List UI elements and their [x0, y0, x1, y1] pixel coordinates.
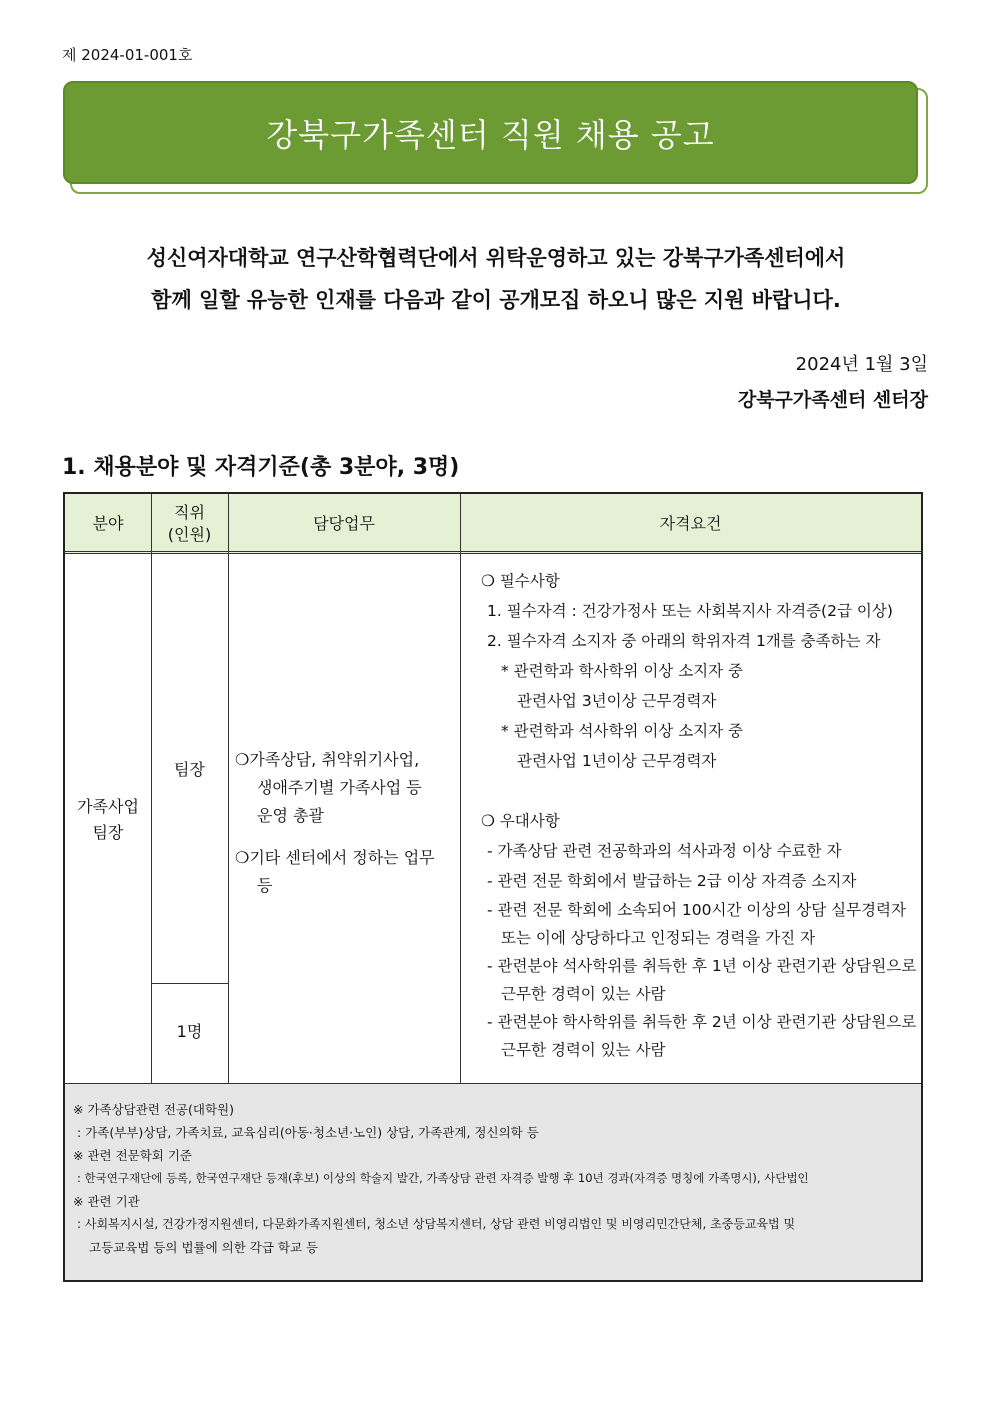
duty-item-1	[235, 746, 461, 830]
required-item-1: 1. 필수자격 : 건강가정사 또는 사회복지사 자격증(2급 이상)	[487, 602, 893, 620]
position-cell-divider	[151, 983, 228, 984]
preferred-item-4: - 관련분야 석사학위를 취득한 후 1년 이상 관련기관 상담원으로 근무한 경력이 있는 사람	[487, 957, 917, 1003]
column-divider	[228, 494, 229, 1083]
header-requirements	[460, 494, 921, 554]
required-item-2a: * 관련학과 학사학위 이상 소지자 중	[501, 662, 744, 680]
page-title: 강북구가족센터 직원 채용 공고	[266, 115, 715, 154]
header-field-label: 분야	[92, 514, 124, 533]
preferred-title: ❍ 우대사항	[481, 812, 560, 830]
section-1-title: 1. 채용분야 및 자격기준(총 3분야, 3명)	[62, 455, 460, 480]
duty-2-line-1: ❍기타 센터에서 정하는 업무	[235, 848, 435, 867]
preferred-item-1: - 가족상담 관련 전공학과의 석사과정 이상 수료한 자	[487, 842, 842, 860]
required-title: ❍ 필수사항	[481, 572, 560, 590]
required-item-2b: * 관련학과 석사학위 이상 소지자 중	[501, 722, 744, 740]
intro-line-1: 성신여자대학교 연구산학협력단에서 위탁운영하고 있는 강북구가족센터에서	[146, 246, 846, 270]
intro-line-2: 함께 일할 유능한 인재를 다음과 같이 공개모집 하오니 많은 지원 바랍니다.	[151, 288, 841, 312]
header-requirements-label: 자격요건	[659, 514, 722, 533]
preferred-item-2: - 관련 전문 학회에서 발급하는 2급 이상 자격증 소지자	[487, 872, 857, 890]
header-position-count-label: (인원)	[167, 525, 212, 544]
required-item-2: 2. 필수자격 소지자 중 아래의 학위자격 1개를 충족하는 자	[487, 632, 881, 650]
note-2-body: : 한국연구재단에 등록, 한국연구재단 등재(후보) 이상의 학술지 발간, 가족상담 관련 자격증 발행 후 10년 경과(자격증 명칭에 가족명시), 사단법인	[77, 1171, 809, 1185]
title-banner	[63, 81, 918, 184]
preferred-item-3: - 관련 전문 학회에 소속되어 100시간 이상의 상담 실무경력자 또는 이에 상당하다고 인정되는 경력을 가진 자	[487, 901, 906, 947]
duty-1-line-1: ❍가족상담, 취약위기사업,	[235, 750, 420, 769]
note-3-body-line-2: 고등교육법 등의 법률에 의한 각급 학교 등	[89, 1240, 319, 1255]
announcement-date: 2024년 1월 3일	[795, 354, 928, 375]
duty-1-line-2: 생애주기별 가족사업 등	[257, 778, 422, 797]
table-notes	[65, 1083, 921, 1280]
note-1-title: ※ 가족상담관련 전공(대학원)	[73, 1102, 234, 1117]
duty-item-2	[235, 844, 461, 900]
field-cell	[65, 794, 151, 846]
table-header-row	[65, 494, 921, 554]
column-divider	[151, 494, 152, 1083]
signer: 강북구가족센터 센터장	[737, 389, 928, 411]
document-number: 제 2024-01-001호	[62, 46, 193, 64]
recruitment-table	[63, 492, 923, 1282]
header-position-label: 직위	[174, 503, 205, 522]
field-name: 가족사업	[77, 797, 139, 816]
required-item-2a-detail: 관련사업 3년이상 근무경력자	[517, 692, 717, 710]
field-name-line-2: 팀장	[92, 823, 124, 842]
note-3-title: ※ 관련 기관	[73, 1194, 140, 1209]
position-cell: 팀장	[174, 760, 205, 779]
headcount-cell: 1명	[176, 1022, 203, 1041]
header-field	[65, 494, 151, 554]
header-duties	[228, 494, 460, 554]
requirements-cell	[475, 566, 920, 1064]
header-duties-label: 담당업무	[313, 514, 375, 533]
note-2-title: ※ 관련 전문학회 기준	[73, 1148, 192, 1163]
duty-2-line-2: 등	[257, 876, 273, 895]
required-item-2b-detail: 관련사업 1년이상 근무경력자	[517, 752, 717, 770]
note-3-body: : 사회복지시설, 건강가정지원센터, 다문화가족지원센터, 청소년 상담복지센터, 상담 관련 비영리법인 및 비영리민간단체, 초중등교육법 및	[77, 1217, 796, 1231]
preferred-item-5: - 관련분야 학사학위를 취득한 후 2년 이상 관련기관 상담원으로 근무한 경력이 있는 사람	[487, 1013, 917, 1059]
duty-1-line-3: 운영 총괄	[257, 806, 324, 825]
header-position	[151, 494, 228, 554]
note-1-body: : 가족(부부)상담, 가족치료, 교육심리(아동·청소년·노인) 상담, 가족관계, 정신의학 등	[77, 1125, 539, 1140]
